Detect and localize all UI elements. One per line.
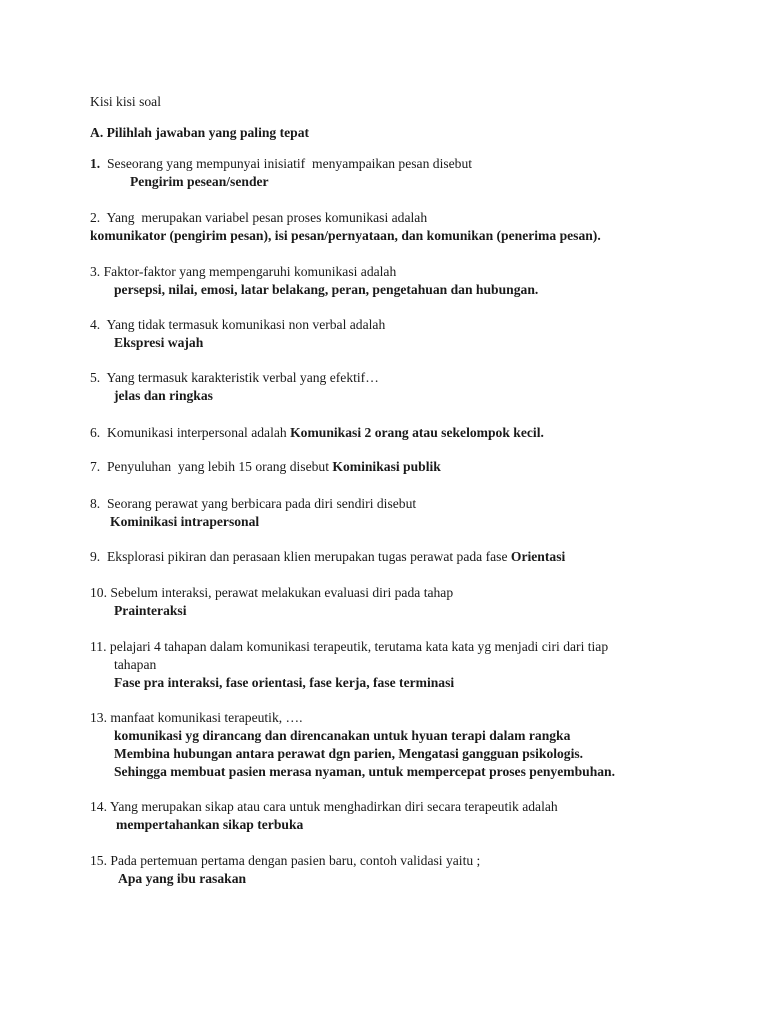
question-4 bbox=[90, 316, 720, 352]
question-answer: Orientasi bbox=[510, 549, 566, 564]
question-number: 13. bbox=[90, 710, 107, 725]
question-answer: Fase pra interaksi, fase orientasi, fase kerja, fase terminasi bbox=[114, 675, 455, 690]
question-text: Yang merupakan variabel pesan proses komunikasi adalah bbox=[100, 210, 428, 225]
question-number: 11. bbox=[90, 639, 107, 654]
question-answer: persepsi, nilai, emosi, latar belakang, peran, pengetahuan dan hubungan. bbox=[114, 282, 539, 297]
question-number: 10. bbox=[90, 585, 107, 600]
question-answer: Kominikasi publik bbox=[332, 459, 441, 474]
question-text: Eksplorasi pikiran dan perasaan klien merupakan tugas perawat pada fase bbox=[100, 549, 511, 564]
question-number: 4. bbox=[90, 317, 101, 332]
question-10 bbox=[90, 584, 720, 620]
question-answer: komunikator (pengirim pesan), isi pesan/pernyataan, dan komunikan (penerima pesan). bbox=[90, 228, 601, 243]
question-9 bbox=[90, 548, 720, 566]
question-answer: mempertahankan sikap terbuka bbox=[116, 817, 304, 832]
question-number: 3. bbox=[90, 264, 101, 279]
question-text: Pada pertemuan pertama dengan pasien baru, contoh validasi yaitu ; bbox=[107, 853, 481, 868]
question-text: Komunikasi interpersonal adalah bbox=[100, 425, 291, 440]
question-text: manfaat komunikasi terapeutik, …. bbox=[107, 710, 303, 725]
question-number: 7. bbox=[90, 459, 101, 474]
question-number: 1. bbox=[90, 156, 101, 171]
question-15 bbox=[90, 852, 720, 888]
section-heading: A. Pilihlah jawaban yang paling tepat bbox=[90, 125, 310, 140]
question-number: 8. bbox=[90, 496, 101, 511]
question-8 bbox=[90, 495, 720, 531]
question-text: Seorang perawat yang berbicara pada diri sendiri disebut bbox=[100, 496, 417, 511]
question-number: 6. bbox=[90, 425, 101, 440]
question-answer: jelas dan ringkas bbox=[114, 388, 213, 403]
question-11 bbox=[90, 638, 720, 692]
question-answer: Komunikasi 2 orang atau sekelompok kecil. bbox=[290, 425, 544, 440]
question-text: Sebelum interaksi, perawat melakukan evaluasi diri pada tahap bbox=[107, 585, 454, 600]
question-number: 9. bbox=[90, 549, 101, 564]
question-answer: Ekspresi wajah bbox=[114, 335, 204, 350]
question-text: Yang tidak termasuk komunikasi non verbal adalah bbox=[100, 317, 386, 332]
question-answer-line: Membina hubungan antara perawat dgn parien, Mengatasi gangguan psikologis. bbox=[114, 746, 584, 761]
question-2 bbox=[90, 209, 720, 245]
question-answer-line: komunikasi yg dirancang dan direncanakan untuk hyuan terapi dalam rangka bbox=[114, 728, 571, 743]
question-6 bbox=[90, 424, 720, 442]
question-3 bbox=[90, 263, 720, 299]
question-text: Penyuluhan yang lebih 15 orang disebut bbox=[100, 459, 333, 474]
question-number: 14. bbox=[90, 799, 107, 814]
question-text: Yang merupakan sikap atau cara untuk menghadirkan diri secara terapeutik adalah bbox=[107, 799, 558, 814]
question-number: 15. bbox=[90, 853, 107, 868]
question-answer: Prainteraksi bbox=[114, 603, 187, 618]
question-text-continued: tahapan bbox=[114, 657, 157, 672]
question-number: 5. bbox=[90, 370, 101, 385]
question-number: 2. bbox=[90, 210, 101, 225]
question-14 bbox=[90, 798, 720, 834]
question-text: Seseorang yang mempunyai inisiatif menyampaikan pesan disebut bbox=[100, 156, 473, 171]
question-7 bbox=[90, 458, 720, 476]
question-text: Faktor-faktor yang mempengaruhi komunikasi adalah bbox=[100, 264, 397, 279]
question-answer: Kominikasi intrapersonal bbox=[110, 514, 260, 529]
document-title: Kisi kisi soal bbox=[90, 94, 161, 109]
question-answer-line: Sehingga membuat pasien merasa nyaman, untuk mempercepat proses penyembuhan. bbox=[114, 764, 616, 779]
question-text: Yang termasuk karakteristik verbal yang efektif… bbox=[100, 370, 379, 385]
question-text: pelajari 4 tahapan dalam komunikasi terapeutik, terutama kata kata yg menjadi ciri dari tiap bbox=[106, 639, 609, 654]
question-answer: Pengirim pesean/sender bbox=[130, 174, 269, 189]
question-1 bbox=[90, 155, 720, 191]
question-answer: Apa yang ibu rasakan bbox=[118, 871, 247, 886]
question-13 bbox=[90, 709, 720, 781]
question-5 bbox=[90, 369, 720, 405]
